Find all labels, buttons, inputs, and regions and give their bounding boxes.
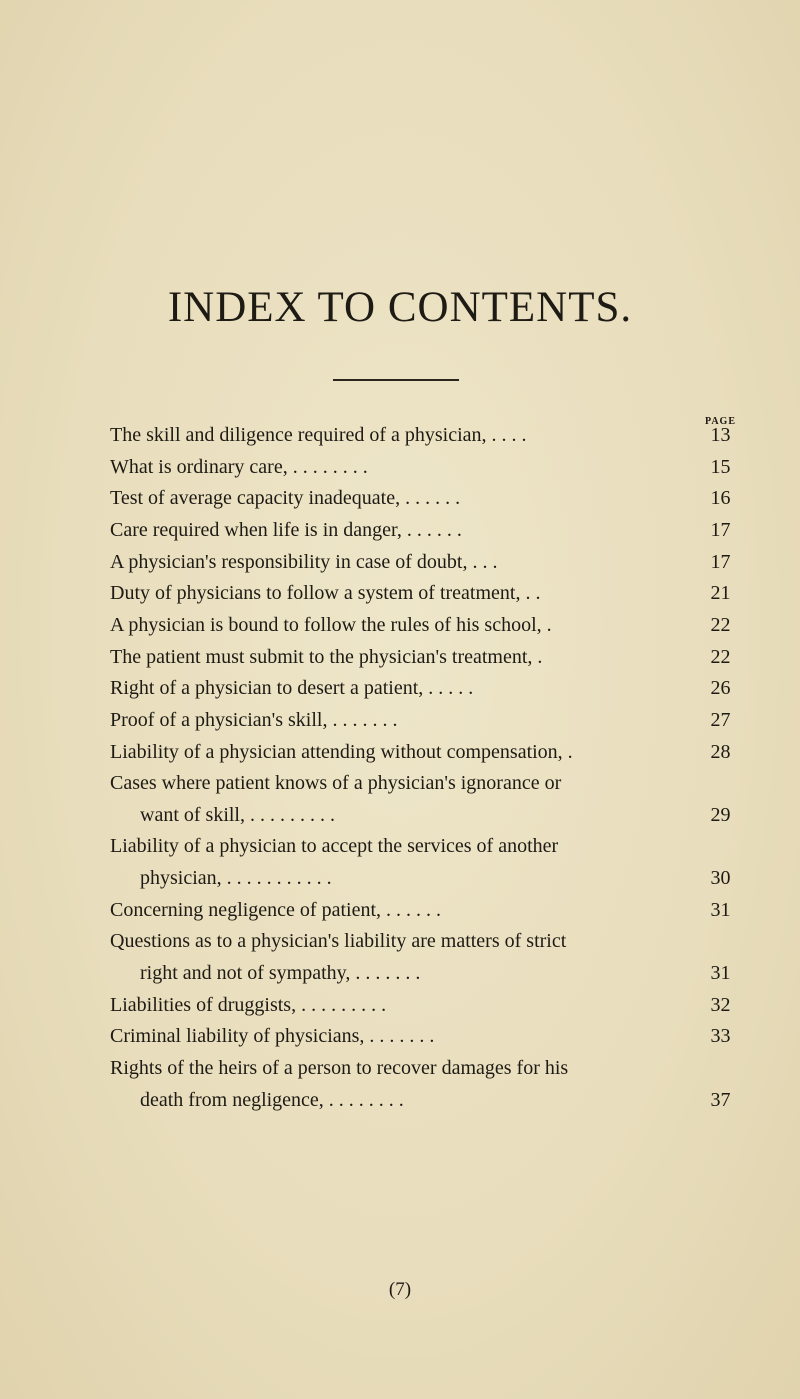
contents-entry <box>0 895 800 925</box>
entry-text: Liability of a physician attending without compensation, . <box>110 740 573 763</box>
contents-entry <box>0 1021 800 1051</box>
contents-entry <box>0 610 800 640</box>
contents-entry <box>0 768 800 798</box>
entry-text: What is ordinary care, . . . . . . . . <box>110 455 368 478</box>
entry-page-number: 32 <box>710 993 731 1016</box>
contents-entry <box>0 547 800 577</box>
entry-page-number: 31 <box>710 898 731 921</box>
entry-page-number: 21 <box>710 582 731 605</box>
entry-text: Test of average capacity inadequate, . . . . . . <box>110 487 461 510</box>
contents-entry <box>0 483 800 513</box>
entry-text: death from negligence, . . . . . . . . <box>140 1088 404 1111</box>
entry-page-number: 13 <box>710 424 731 446</box>
contents-entry-continuation <box>0 958 800 988</box>
contents-entry <box>0 673 800 703</box>
entry-text: Criminal liability of physicians, . . . . . . . <box>110 1025 435 1048</box>
entry-page-number: 22 <box>710 645 731 668</box>
contents-entry <box>0 705 800 735</box>
entry-page-number: 27 <box>710 708 731 731</box>
entry-page-number: 29 <box>710 803 731 826</box>
entry-text: Liabilities of druggists, . . . . . . . . . <box>110 993 387 1016</box>
page-number: (7) <box>388 1279 412 1300</box>
entry-page-number: 15 <box>710 455 731 478</box>
contents-entry <box>0 737 800 767</box>
entry-text: right and not of sympathy, . . . . . . . <box>140 962 421 985</box>
entry-text: Concerning negligence of patient, . . . . . . <box>110 898 442 921</box>
page-column-header: PAGE <box>704 416 737 427</box>
entry-page-number: 17 <box>710 550 731 573</box>
contents-entry-continuation <box>0 800 800 830</box>
contents-entry-continuation <box>0 1085 800 1115</box>
contents-entry-continuation <box>0 863 800 893</box>
page-title: INDEX TO CONTENTS. <box>167 284 633 331</box>
entry-page-number: 33 <box>710 1025 731 1048</box>
contents-entry <box>0 642 800 672</box>
entry-text: Proof of a physician's skill, . . . . . . . <box>110 708 398 731</box>
contents-entry <box>0 515 800 545</box>
contents-entry <box>0 452 800 482</box>
entry-text: The skill and diligence required of a physician, . . . . <box>110 424 527 446</box>
entry-text: Right of a physician to desert a patient, . . . . . <box>110 677 474 700</box>
entry-page-number: 37 <box>710 1088 731 1111</box>
entry-page-number: 26 <box>710 677 731 700</box>
entry-text: want of skill, . . . . . . . . . <box>140 803 335 826</box>
contents-entry <box>0 831 800 861</box>
entry-page-number: 28 <box>710 740 731 763</box>
entry-text: physician, . . . . . . . . . . . <box>140 867 332 890</box>
entry-page-number: 31 <box>710 962 731 985</box>
entry-page-number: 30 <box>710 867 731 890</box>
entry-text: Rights of the heirs of a person to recover damages for his <box>110 1057 569 1079</box>
entry-page-number: 17 <box>710 518 731 541</box>
entry-page-number: 22 <box>710 613 731 636</box>
entry-text: Care required when life is in danger, . . . . . . <box>110 518 462 541</box>
contents-entry <box>0 990 800 1020</box>
entry-text: Questions as to a physician's liability are matters of strict <box>110 930 567 953</box>
entry-text: A physician's responsibility in case of doubt, . . . <box>110 550 498 573</box>
entry-text: The patient must submit to the physician's treatment, . <box>110 645 543 668</box>
entry-text: A physician is bound to follow the rules of his school, . <box>110 613 552 636</box>
entry-page-number: 16 <box>710 487 731 510</box>
entry-text: Duty of physicians to follow a system of treatment, . . <box>110 582 541 605</box>
contents-entry <box>0 578 800 608</box>
entry-text: Liability of a physician to accept the services of another <box>110 835 559 858</box>
contents-entry <box>0 926 800 956</box>
contents-entry <box>0 420 800 450</box>
entry-text: Cases where patient knows of a physician's ignorance or <box>110 772 562 795</box>
contents-entry <box>0 1053 800 1083</box>
